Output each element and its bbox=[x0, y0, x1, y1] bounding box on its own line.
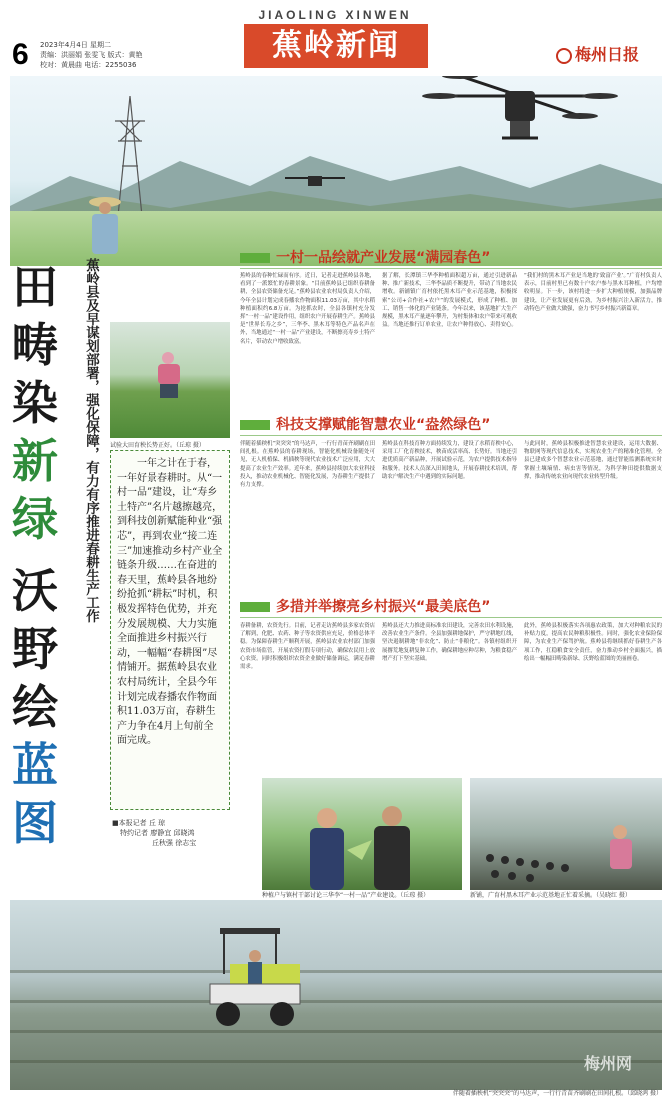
date-line: 2023年4月4日 星期二 bbox=[40, 41, 111, 49]
furrow bbox=[10, 970, 662, 973]
section-rule bbox=[240, 268, 662, 269]
byline bbox=[112, 818, 232, 848]
lead-paragraph: 一年之计在于春，一年好景春耕时。从“一村一品”建设，让“寿乡土特产”名片越擦越亮，到科技创新赋能种业“强芯”，再到农业“接二连三”加速推动乡村产业全链条升级……在奋进的春天里，蕉岭县各地纷纷抢抓“耕耘”时机，积极发挥特色优势，并充分发展规模、大力实施全面推进乡村振兴行动，一幅幅“春耕图”尽情铺开。据蕉岭县农业农村局统计，全县今年计划完成春播农作物面积11.03万亩，春耕生产力争在4月上旬前全面完成。 bbox=[117, 458, 223, 747]
section-rule bbox=[240, 435, 662, 436]
byline-reporter: ■本报记者 丘 琼 bbox=[112, 819, 166, 827]
transplanter-photo bbox=[10, 900, 662, 1090]
headline-char: 绘 bbox=[12, 680, 58, 734]
small-photo-caption: 试验大田育秧长势正好。（丘琼 摄） bbox=[110, 442, 205, 449]
plum-discussion-photo bbox=[262, 778, 462, 890]
watermark: 梅州网 bbox=[583, 1054, 632, 1073]
page-number: 6 bbox=[12, 38, 29, 71]
proof-line: 校对：黄晨曲 电话：2255036 bbox=[40, 61, 137, 69]
logo-icon bbox=[556, 48, 572, 64]
article-column: 蕉岭县在科技育种方面持续发力，建设了水稻育秧中心，采用工厂化育秧技术，秧苗成活率高、长势好。当地还引进优质高产新品种，开展试验示范，为农户提供技术指导和服务。技术人员深入田间地头，开展春耕技术培训，帮助农户解决生产中遇到的实际问题。 bbox=[382, 441, 517, 480]
logo-text: 梅州日报 bbox=[575, 45, 640, 64]
headline-char: 田 bbox=[12, 260, 58, 314]
article-column: 蕉岭县还大力推进高标准农田建设，完善农田水利设施，改善农业生产条件。全县加强耕地保护，严守耕地红线，坚决遏制耕地“非农化”、防止“非粮化”。各镇村组织开展撂荒地复耕复种工作，确保耕地应种尽种，为粮食稳产增产打下坚实基础。 bbox=[382, 623, 517, 662]
section-bar bbox=[240, 420, 270, 430]
byline-correspondents: 特约记者 廖静宜 邱晓鸿 bbox=[120, 829, 195, 837]
mushroom-photo-caption: 新铺，广育村黑木耳产业示范基地正忙着采摘。（吴晓红 摄） bbox=[470, 892, 631, 899]
article-column: 与此同时，蕉岭县积极推进智慧农业建设，运用大数据、物联网等现代信息技术，实现农业生产的精准化管理。全县已建成多个智慧农业示范基地，通过智能监测系统实时掌握土壤墒情、病虫害等情况，为科学种田提供数据支撑，推动传统农业向现代农业转型升级。 bbox=[524, 441, 662, 480]
fungus-rows-graphic bbox=[470, 808, 662, 890]
headline-char: 蓝 bbox=[12, 738, 58, 792]
furrow bbox=[10, 1060, 662, 1063]
headline-char: 畴 bbox=[12, 318, 58, 372]
editor-line: 责编：洪丽娟 张雯飞 版式：黄艳 bbox=[40, 51, 143, 59]
byline-more: 丘秋强 徐志宝 bbox=[152, 839, 197, 847]
worker-figure bbox=[150, 350, 190, 400]
section-heading-1 bbox=[240, 247, 662, 269]
lead-box bbox=[110, 450, 230, 810]
headline-char: 图 bbox=[12, 796, 58, 850]
headline bbox=[12, 258, 72, 548]
section-title: 蕉岭新闻 bbox=[244, 24, 428, 68]
rice-transplanter-graphic bbox=[200, 924, 310, 1034]
headline-char: 新 bbox=[12, 434, 58, 488]
headline-line-2 bbox=[12, 562, 72, 852]
people-figures bbox=[292, 800, 432, 890]
newspaper-logo bbox=[556, 42, 639, 65]
farmer-figure bbox=[80, 194, 130, 266]
headline-char: 绿 bbox=[12, 492, 58, 546]
article-column: 伴随着插秧机“突突突”的马达声，一行行青苗齐刷刷在田间扎根。在蕉岭县的春耕现场，智能化机械设备随处可见，无人机植保、机插秧等现代农业技术广泛应用，大大提高了农业生产效率。近年来，蕉岭县持续加大农业科技投入，推动农业机械化、智能化发展，为春耕生产提供了有力支撑。 bbox=[240, 441, 375, 489]
section-title-2: 科技支撑赋能智慧农业“盎然绿色” bbox=[276, 417, 491, 433]
small-drone-icon bbox=[280, 168, 350, 193]
hero-photo bbox=[10, 76, 662, 266]
bottom-photo-caption: 伴随着插秧机“突突突”的马达声，一行行青苗齐刷刷在田间扎根。（邱晓鸿 摄） bbox=[452, 1090, 662, 1097]
subheadline: 蕉岭县及早谋划部署，强化保障，有力有序推进春耕生产工作 bbox=[83, 258, 99, 623]
article-column: 据了解，长潭镇三华李种植面积超万亩，通过引进新品种、推广新技术，三华李品质不断提升，带动了当地农民增收。新铺镇广育村依托黑木耳产业示范基地，积极探索“公司+合作社+农户”的发展模式，形成了种植、加工、销售一体化的产业链条。今年以来，该基地扩大生产规模，黑木耳产量逐年攀升，为村集体和农户带来可观收益。当地还推行订单农业，让农户种得放心、卖得安心。 bbox=[382, 273, 517, 329]
section-title-1: 一村一品绘就产业发展“满园春色” bbox=[276, 250, 491, 266]
masthead-meta bbox=[40, 40, 190, 70]
masthead bbox=[0, 0, 672, 76]
headline-char: 野 bbox=[12, 622, 58, 676]
furrow bbox=[10, 1000, 662, 1003]
section-title-3: 多措并举擦亮乡村振兴“最美底色” bbox=[276, 599, 491, 615]
article-column: “我们村的黑木耳产业是当地的‘致富产业’。”广育村负责人表示，目前村里已有数十户农户参与黑木耳种植，户均增收明显。下一步，该村将进一步扩大种植规模，加强品牌建设，让产业发展更有后劲，为乡村振兴注入新活力，推动特色产业做大做强，奋力书写乡村振兴新篇章。 bbox=[524, 273, 662, 312]
headline-char: 染 bbox=[12, 376, 58, 430]
furrow bbox=[10, 1030, 662, 1033]
mushroom-base-photo bbox=[470, 778, 662, 890]
headline-char: 沃 bbox=[12, 564, 58, 618]
section-bar bbox=[240, 602, 270, 612]
section-bar bbox=[240, 253, 270, 263]
section-pinyin: JIAOLING XINWEN bbox=[258, 8, 412, 22]
article-column: 此外，蕉岭县积极落实各项惠农政策，加大对种粮农民的补贴力度，提高农民种粮积极性。同时，强化农业保险保障，为农业生产保驾护航。蕉岭县将继续抓好春耕生产各项工作，扛稳粮食安全责任，奋力推动乡村全面振兴，描绘出一幅幅田畴染新绿、沃野绘蓝图的美丽画卷。 bbox=[524, 623, 662, 662]
seedling-photo bbox=[110, 322, 230, 438]
article-column: 蕉岭县的春种忙碌而有序。近日，记者走进蕉岭县各地，看到了一派繁忙的春耕景象。“目前蕉岭县已组织春耕备耕，全县农资储备充足。”蕉岭县农业农村局负责人介绍，今年全县计划完成春播农作物面积11.03万亩，其中水稻种植面积约6.8万亩。为抢抓农时，全县各镇村充分发挥“一村一品”建设作用，组织农户开展春耕生产。蕉岭县是“世界长寿之乡”，三华李、黑木耳等特色产品名声在外，当地通过“一村一品”产业建设，不断擦亮寿乡土特产名片，带动农户增收致富。 bbox=[240, 273, 375, 345]
section-rule bbox=[240, 617, 662, 618]
drone-icon bbox=[420, 76, 620, 156]
section-heading-3 bbox=[240, 596, 662, 618]
section-heading-2 bbox=[240, 414, 662, 436]
drone-photo-caption: 种植户与镇村干部讨论三华李“一村一品”产业建设。（丘琼 摄） bbox=[262, 892, 430, 899]
article-column: 春耕备耕，农资先行。目前，记者走访蕉岭县多家农资店了解到，化肥、农药、种子等农资供应充足，价格总体平稳。为保障春耕生产顺利开展，蕉岭县农业农村部门加强农资市场监管，开展农资打假专项行动，确保农民用上放心农资。同时积极组织农资企业做好储备调运，满足春耕需求。 bbox=[240, 623, 375, 671]
